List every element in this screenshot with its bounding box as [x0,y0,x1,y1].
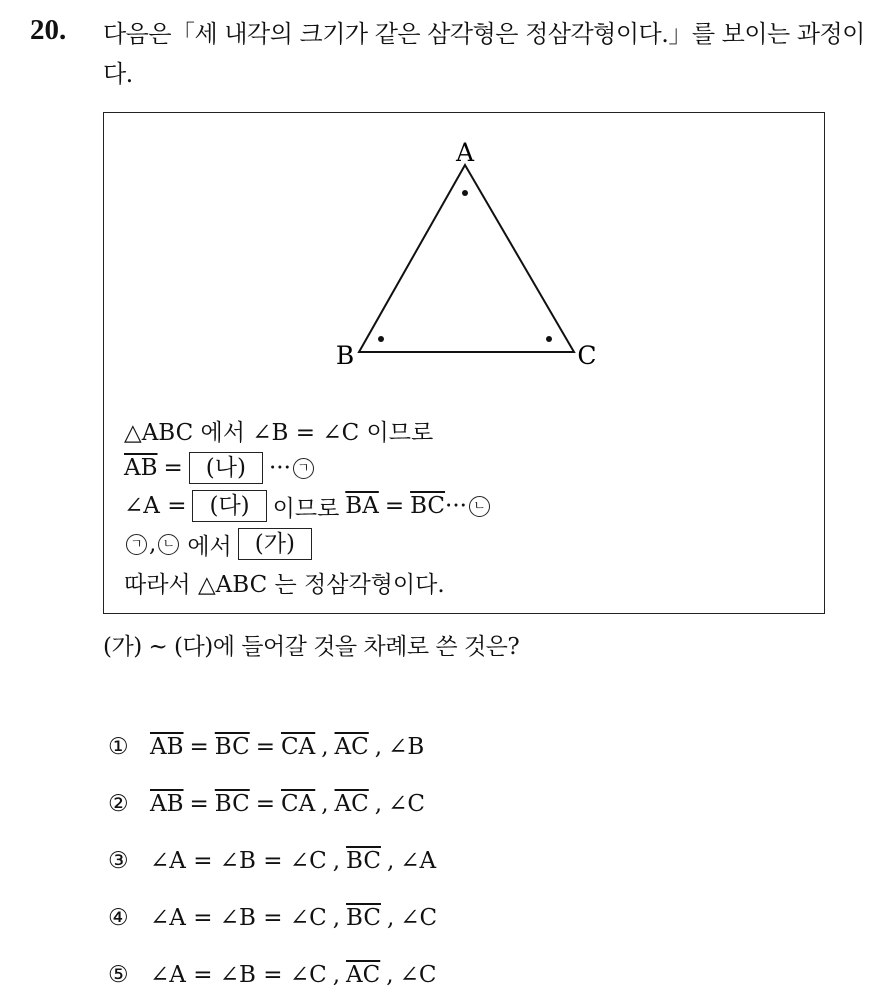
comma: , [332,904,341,931]
comma: , [374,790,383,817]
vertex-label-a: A [455,138,475,167]
comma: , [321,733,329,760]
choice-number: ② [108,790,129,817]
equals-sign: = [163,455,183,481]
equals-sign: = [255,790,276,817]
circled-giyeok-icon: ㄱ [293,458,314,479]
circled-nieun-icon: ㄴ [469,496,490,517]
blank-da: (다) [192,490,266,522]
comma: , [321,790,329,817]
segment-ab: $\overline{AB}$ [124,455,158,481]
equals-sign: = [255,733,276,760]
segment: $\overline{AC}$ [334,733,369,760]
ellipsis: ··· [445,493,467,519]
angle-equation: ∠A = ∠B = ∠C [150,961,327,988]
segment: $\overline{AC}$ [346,961,381,988]
proof-line-4-mid: 에서 [187,533,232,560]
choice-3[interactable] [108,832,437,889]
circled-giyeok-icon: ㄱ [126,534,147,555]
angle-mark-b [378,336,384,342]
segment: $\overline{BC}$ [346,847,381,874]
equals-sign: = [384,493,405,519]
segment-bc: $\overline{BC}$ [410,493,446,519]
comma: , [149,531,157,557]
proof-line-5 [124,563,492,601]
segment: $\overline{AB}$ [150,733,184,760]
comma: , [386,961,394,988]
proof-line-2 [124,449,492,487]
segment: $\overline{BC}$ [214,790,250,817]
segment: $\overline{CA}$ [281,733,316,760]
equals-sign: = [189,790,209,817]
choice-number: ⑤ [108,961,129,988]
segment: $\overline{BC}$ [346,904,381,931]
proof-line-4 [124,525,492,563]
sub-question: (가) ~ (다)에 들어갈 것을 차례로 쓴 것은? [103,634,520,660]
segment: $\overline{CA}$ [281,790,316,817]
comma: , [332,847,341,874]
proof-lines [124,411,492,601]
proof-conclusion: 따라서 △ABC 는 정삼각형이다. [124,571,445,598]
angle: ∠A [400,847,437,874]
segment: $\overline{AC}$ [334,790,369,817]
angle: ∠B [388,733,425,760]
segment-ba: $\overline{BA}$ [345,493,379,519]
equals-sign: = [189,733,209,760]
choice-number: ① [108,733,129,760]
blank-na: (나) [189,452,263,484]
angle: ∠C [400,904,438,931]
blank-ga: (가) [238,528,312,560]
comma: , [386,904,395,931]
comma: , [374,733,383,760]
angle: ∠C [399,961,437,988]
choice-number: ④ [108,904,129,931]
question-number: 20. [30,14,67,46]
angle: ∠C [388,790,425,817]
angle-equation: ∠A = ∠B = ∠C [150,847,327,874]
angle-mark-c [546,336,552,342]
vertex-label-b: B [335,341,355,370]
segment: $\overline{BC}$ [214,733,250,760]
angle-mark-a [462,190,468,196]
choice-number: ③ [108,847,129,874]
angle-a-eq: ∠A = [124,493,187,519]
proof-line-3-mid: 이므로 [272,495,340,522]
answer-choices [108,718,437,1003]
proof-line-1 [124,411,492,449]
choice-4[interactable] [108,889,437,946]
triangle-figure [104,113,826,403]
choice-2[interactable] [108,775,437,832]
angle-equation: ∠A = ∠B = ∠C [150,904,327,931]
ellipsis: ··· [268,455,291,481]
choice-1[interactable] [108,718,437,775]
question-text: 다음은「세 내각의 크기가 같은 삼각형은 정삼각형이다.」를 보이는 과정이다. [103,20,865,88]
segment: $\overline{AB}$ [150,790,184,817]
comma: , [386,847,395,874]
circled-nieun-icon: ㄴ [158,534,179,555]
proof-line-1-text: △ABC 에서 ∠B = ∠C 이므로 [124,419,434,446]
comma: , [332,961,341,988]
vertex-label-c: C [577,341,597,370]
proof-line-3 [124,487,492,525]
choice-5[interactable] [108,946,437,1003]
proof-box [103,112,825,614]
